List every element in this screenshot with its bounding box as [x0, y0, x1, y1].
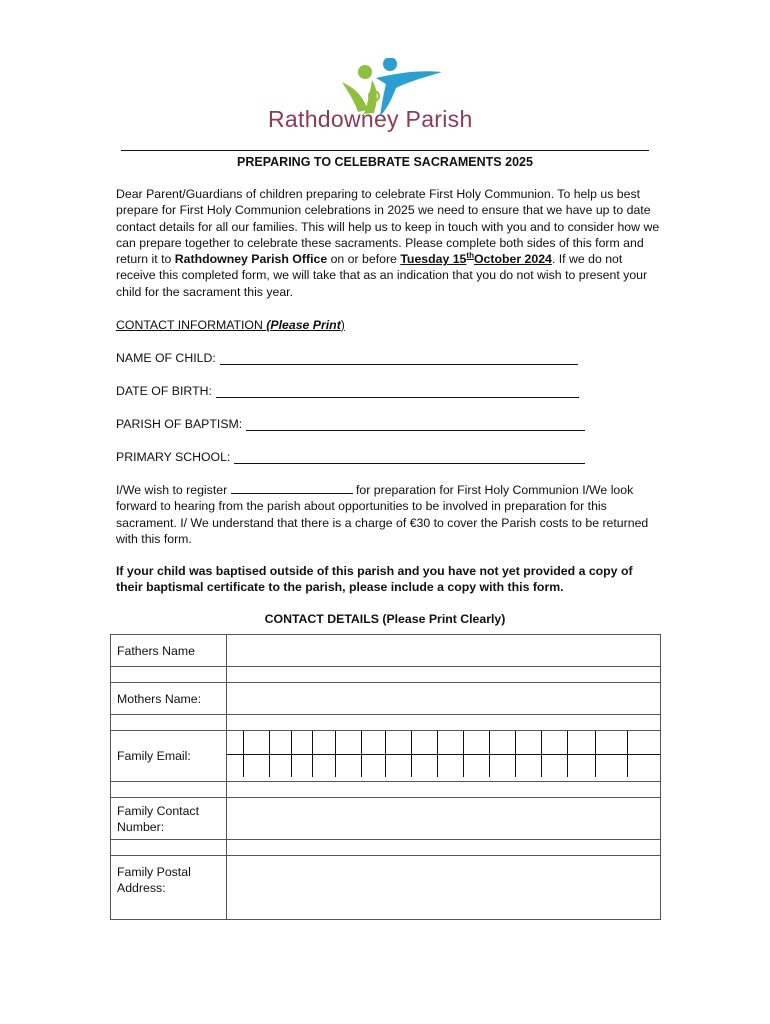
- email-box-divider: [312, 731, 313, 777]
- spacer-cell: [111, 667, 227, 683]
- table-row: [111, 856, 661, 920]
- parish-name: Rathdowney Parish: [268, 106, 473, 132]
- mothers-name-input[interactable]: [227, 683, 661, 715]
- family-contact-label: Family Contact Number:: [111, 798, 227, 840]
- deadline-suffix: th: [466, 251, 474, 261]
- email-box-divider: [437, 731, 438, 777]
- spacer-cell: [111, 840, 227, 856]
- register-text-2: for preparation for First Holy Communion I/We look forward to hearing from the parish about opportunities to be involved in preparation for this sacrament. I/ We understand that there is a charge of €30 to cover the Parish costs to be returned with this form.: [116, 483, 649, 546]
- contact-info-close: ): [340, 318, 345, 332]
- contact-info-label: CONTACT INFORMATION: [116, 318, 267, 332]
- child-name-field[interactable]: [116, 351, 578, 365]
- contact-info-heading: [116, 318, 345, 332]
- deadline-month: October 2024: [473, 252, 552, 267]
- table-row: [111, 715, 661, 731]
- spacer-cell: [227, 667, 661, 683]
- register-blank[interactable]: [231, 482, 353, 494]
- register-text-1: I/We wish to register: [116, 483, 231, 497]
- header-divider: [121, 150, 649, 151]
- child-name-line[interactable]: [220, 352, 578, 365]
- table-row: [111, 798, 661, 840]
- family-email-label: Family Email:: [111, 731, 227, 782]
- email-box-divider: [515, 731, 516, 777]
- table-row: [111, 683, 661, 715]
- primary-school-label: PRIMARY SCHOOL:: [116, 450, 231, 464]
- email-box-divider: [463, 731, 464, 777]
- table-row: [111, 840, 661, 856]
- email-box-divider: [489, 731, 490, 777]
- baptism-note: If your child was baptised outside of this parish and you have not yet provided a copy of their baptismal certificate to the parish, please include a copy with this form.: [116, 564, 633, 595]
- dob-line[interactable]: [216, 385, 579, 398]
- spacer-cell: [111, 782, 227, 798]
- table-row: [111, 782, 661, 798]
- email-box-divider: [291, 731, 292, 777]
- register-paragraph: [116, 482, 661, 547]
- contact-details-title: CONTACT DETAILS (Please Print Clearly): [264, 612, 506, 626]
- email-box-divider: [411, 731, 412, 777]
- family-contact-input[interactable]: [227, 798, 661, 840]
- baptism-parish-line[interactable]: [246, 418, 585, 431]
- child-name-label: NAME OF CHILD:: [116, 351, 216, 365]
- email-character-grid[interactable]: [227, 731, 660, 781]
- family-postal-label: Family Postal Address:: [111, 856, 227, 920]
- spacer-cell: [227, 715, 661, 731]
- mothers-name-label: Mothers Name:: [111, 683, 227, 715]
- email-box-divider: [385, 731, 386, 777]
- contact-info-note: (Please Print: [266, 318, 341, 332]
- page-title: PREPARING TO CELEBRATE SACRAMENTS 2025: [237, 155, 533, 169]
- fathers-name-label: Fathers Name: [111, 635, 227, 667]
- primary-school-field[interactable]: [116, 450, 585, 464]
- baptism-parish-field[interactable]: [116, 417, 585, 431]
- spacer-cell: [227, 840, 661, 856]
- family-email-input[interactable]: [227, 731, 661, 782]
- intro-text-2: on or before: [327, 252, 401, 267]
- email-box-divider: [541, 731, 542, 777]
- contact-details-table: [110, 634, 661, 920]
- table-row: [111, 667, 661, 683]
- intro-text-3: . If we do not receive this completed form, we will take that as an indication that you do not wish to present your child for the sacrament this year.: [116, 252, 648, 299]
- email-box-divider: [361, 731, 362, 777]
- dob-field[interactable]: [116, 384, 579, 398]
- deadline-day: Tuesday 15: [400, 252, 467, 267]
- intro-paragraph: [116, 186, 661, 300]
- fathers-name-input[interactable]: [227, 635, 661, 667]
- spacer-cell: [111, 715, 227, 731]
- family-postal-input[interactable]: [227, 856, 661, 920]
- email-box-divider: [243, 731, 244, 777]
- email-box-divider: [627, 731, 628, 777]
- table-row: [111, 635, 661, 667]
- parish-office: Rathdowney Parish Office: [174, 252, 328, 267]
- email-box-divider: [269, 731, 270, 777]
- table-row: [111, 731, 661, 782]
- email-box-divider: [335, 731, 336, 777]
- intro-text-1: Dear Parent/Guardians of children preparing to celebrate First Holy Communion. To help us best prepare for First Holy Communion celebrations in 2025 we need to ensure that we have up to date contact details for all our families. This will help us to keep in touch with you and to consider how we can prepare together to celebrate these sacraments. Please complete both sides of this form and return it to: [116, 187, 660, 267]
- dob-label: DATE OF BIRTH:: [116, 384, 212, 398]
- primary-school-line[interactable]: [234, 451, 585, 464]
- spacer-cell: [227, 782, 661, 798]
- email-box-divider: [595, 731, 596, 777]
- email-box-divider: [567, 731, 568, 777]
- baptism-parish-label: PARISH OF BAPTISM:: [116, 417, 243, 431]
